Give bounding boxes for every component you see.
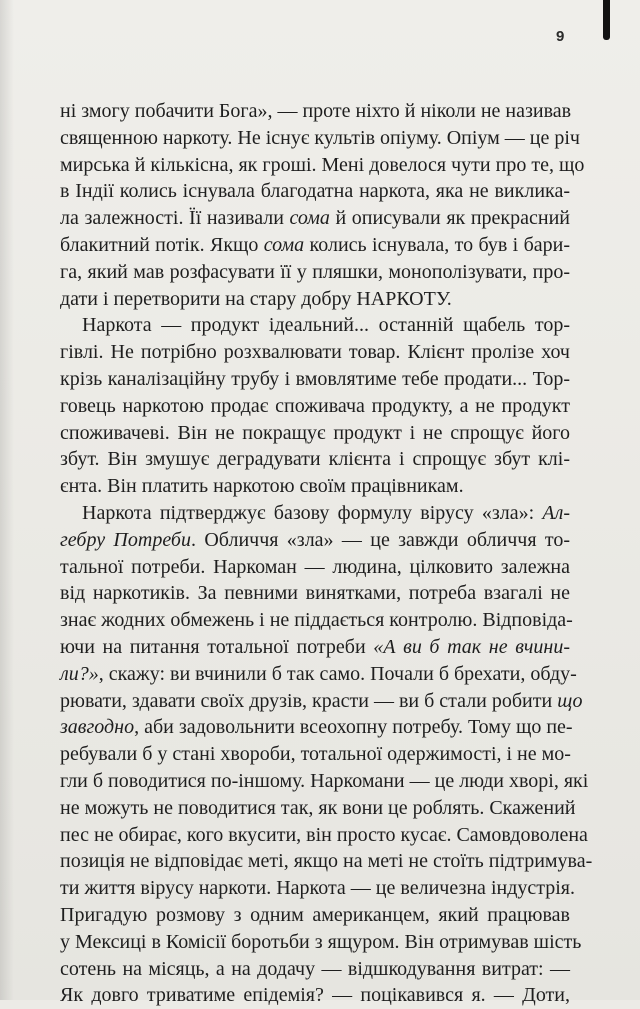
text-line	[60, 152, 585, 179]
text-line	[60, 98, 570, 125]
text-segment: дати і перетворити на стару добру НАРКОТУ.	[60, 287, 452, 310]
text-line	[60, 982, 570, 1009]
text-segment: ючи на питання тотальної потреби	[60, 635, 374, 658]
text-line	[60, 125, 580, 152]
text-segment: колись існувала, то був і бари-	[304, 233, 570, 256]
text-line	[60, 661, 577, 688]
text-segment: від наркотиків. За певними винятками, потреба взагалі не	[60, 582, 570, 605]
text-segment: ла залежності. Її називали	[60, 207, 290, 230]
italic-text: «А ви б так не вчини-	[373, 635, 571, 658]
text-segment: знає жодних обмежень і не піддається контролю. Відповіда-	[60, 609, 573, 632]
text-line	[60, 178, 570, 205]
text-line	[60, 286, 570, 313]
text-segment: Пригадую розмову з одним американцем, який працював	[60, 903, 570, 926]
text-segment: пес не обирає, кого вкусити, він просто кусає. Самовдоволена	[60, 823, 588, 846]
text-segment: рювати, здавати своїх друзів, красти — ви б стали робити	[60, 689, 558, 712]
text-segment: мирська й кількісна, як гроші. Мені довелося чути про те, що	[60, 153, 585, 176]
text-segment: у Мексиці в Комісії боротьби з ящуром. Він отримував шість	[60, 930, 582, 953]
italic-text: Ал-	[542, 501, 570, 524]
text-segment: ти життя вірусу наркоти. Наркота — це величезна індустрія.	[60, 877, 575, 900]
text-segment: гівлі. Не потрібно розхвалювати товар. Клієнт пролізе хоч	[60, 341, 570, 364]
italic-text: сома	[263, 233, 305, 256]
text-line	[60, 446, 570, 473]
bookmark-ribbon	[603, 0, 610, 40]
text-segment: сотень на місяць, а на додачу — відшкодування витрат: —	[60, 957, 570, 980]
text-segment: Наркота — продукт ідеальний... останній щабель тор-	[82, 314, 570, 337]
text-segment: , скажу: ви вчинили б так само. Почали б брехати, обду-	[98, 662, 577, 685]
text-segment: в Індії колись існувала благодатна наркота, яка не виклика-	[60, 180, 570, 203]
text-segment: ні змогу побачити Бога», — проте ніхто й ніколи не називав	[60, 100, 572, 122]
text-line	[60, 634, 570, 661]
text-segment: єнта. Він платить наркотою своїм працівникам.	[60, 475, 464, 498]
text-line	[60, 339, 570, 366]
text-line	[60, 580, 570, 607]
spine-shadow	[0, 0, 14, 1000]
text-segment: ребували б у стані хвороби, тотальної одержимості, і не мо-	[60, 743, 571, 766]
text-line	[60, 875, 575, 902]
text-line	[60, 795, 576, 822]
text-line	[60, 527, 570, 554]
text-segment: позиція не відповідає меті, якщо на меті не стоїть підтримува-	[60, 850, 593, 873]
text-line	[60, 822, 588, 849]
text-line	[60, 714, 573, 741]
text-segment: споживачеві. Він не покращує продукт і не спрощує його	[60, 421, 570, 444]
italic-text: ли?»	[60, 662, 99, 685]
text-line	[60, 473, 570, 500]
italic-text: сома	[289, 207, 330, 230]
text-line	[60, 205, 570, 232]
text-line	[60, 393, 570, 420]
text-line	[60, 420, 570, 447]
text-line	[60, 312, 570, 339]
text-segment: гли б поводитися по-іншому. Наркомани — це люди хворі, які	[60, 769, 589, 792]
text-segment: . Обличчя «зла» — це завжди обличчя то-	[191, 528, 570, 551]
text-segment: не можуть не поводитися так, як вони це роблять. Скажений	[60, 796, 576, 819]
text-segment: збут. Він змушує деградувати клієнта і спрощує збут клі-	[60, 448, 570, 471]
text-segment: крізь каналізаційну трубу і вмовлятиме тебе продати... Тор-	[60, 367, 570, 390]
text-line	[60, 741, 570, 768]
text-segment: священною наркоту. Не існує культів опіуму. Опіум — це річ	[60, 126, 580, 149]
text-segment: блакитний потік. Якщо	[60, 233, 264, 256]
text-line	[60, 902, 570, 929]
text-segment: , аби задовольнити всеохопну потребу. Тому що пе-	[134, 716, 573, 739]
text-line	[60, 232, 570, 259]
text-segment: й описували як прекрасний	[329, 207, 570, 230]
text-line	[60, 768, 589, 795]
text-line	[60, 259, 570, 286]
text-segment: тальної потреби. Наркоман — людина, цілковито залежна	[60, 555, 570, 578]
text-segment: Наркота підтверджує базову формулу вірусу «зла»:	[82, 501, 543, 524]
text-segment: говець наркотою продає споживача продукту, а не продукт	[60, 394, 570, 417]
text-segment: га, який мав розфасувати її у пляшки, монополізувати, про-	[60, 260, 570, 283]
text-line	[60, 366, 570, 393]
text-line	[60, 688, 583, 715]
italic-text: гебру Потреби	[60, 528, 191, 551]
body-text	[60, 98, 593, 1009]
text-line	[60, 607, 573, 634]
italic-text: завгодно	[60, 716, 135, 739]
text-line	[60, 500, 570, 527]
text-line	[60, 554, 570, 581]
page-number: 9	[556, 28, 565, 45]
text-line	[60, 848, 593, 875]
text-segment: Як довго триватиме епідемія? — поцікавився я. — Доти,	[60, 984, 570, 1007]
text-line	[60, 929, 582, 956]
text-line	[60, 956, 570, 983]
italic-text: що	[557, 689, 583, 712]
